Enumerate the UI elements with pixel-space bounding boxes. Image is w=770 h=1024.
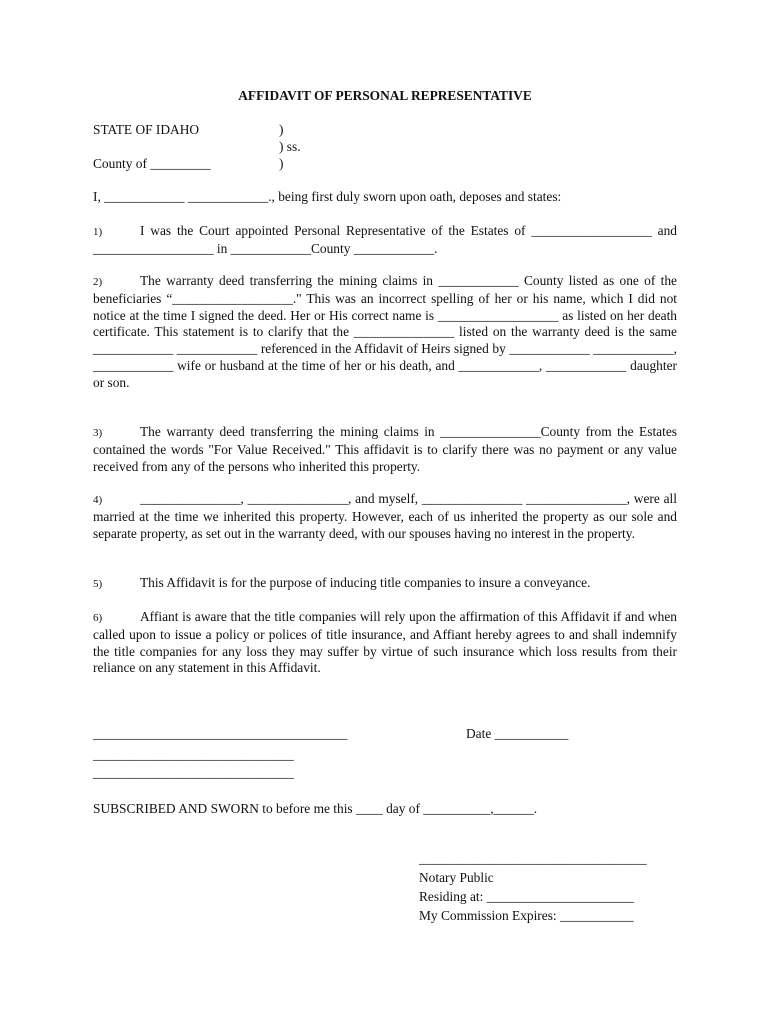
paragraph-number: 1) (93, 226, 103, 238)
notary-signature-line: __________________________________ (419, 851, 647, 866)
venue-paren-3: ) (279, 156, 284, 171)
paragraph-5 (93, 575, 677, 593)
signature-line-2: ______________________________ (93, 747, 294, 762)
paragraph-text: I was the Court appointed Personal Representative of the Estates of __________________ and __________________ in ____________County ____________. (93, 223, 677, 256)
paragraph-2 (93, 273, 677, 392)
paragraph-text: This Affidavit is for the purpose of inducing title companies to insure a conveyance. (140, 575, 591, 590)
paragraph-text: _______________, _______________, and myself, _______________ _______________, were all married at the time we inherited this property. However, each of us inherited the property as our sole and separate property, as set out in the warranty deed, with our spouses having no interest in the property. (93, 491, 677, 541)
state-line: STATE OF IDAHO (93, 122, 200, 137)
affiant-signature-line: ______________________________________ (93, 726, 348, 741)
notary-residing: Residing at: ______________________ (419, 889, 634, 904)
paragraph-4 (93, 491, 677, 542)
paragraph-number: 3) (93, 427, 103, 439)
paragraph-6 (93, 609, 677, 677)
county-line: County of _________ (93, 156, 211, 171)
signature-line-3: ______________________________ (93, 765, 294, 780)
paragraph-text: Affiant is aware that the title companies will rely upon the affirmation of this Affidavit if and when called upon to issue a policy or polices of title insurance, and Affiant hereby agrees to and shall indemnify the title companies for any loss they may suffer by virtue of such insurance which loss results from their reliance on any statement in this Affidavit. (93, 609, 677, 676)
paragraph-number: 5) (93, 578, 103, 590)
paragraph-3 (93, 424, 677, 475)
venue-ss: ) ss. (279, 139, 301, 154)
notary-title: Notary Public (419, 870, 494, 885)
paragraph-number: 2) (93, 276, 103, 288)
document-title: AFFIDAVIT OF PERSONAL REPRESENTATIVE (238, 88, 532, 103)
venue-paren-1: ) (279, 122, 284, 137)
paragraph-1 (93, 223, 677, 258)
paragraph-text: The warranty deed transferring the mining claims in _______________County from the Estates contained the words "For Value Received." This affidavit is to clarify there was no payment or any value received from any of the persons who inherited this property. (93, 424, 677, 474)
paragraph-text: The warranty deed transferring the mining claims in ____________ County listed as one of the beneficiaries “__________________." This was an incorrect spelling of her or his name, which I did not notice at the time I signed the deed. Her or His correct name is __________________ as listed on her death certificate. This statement is to clarify that the _______________ listed on the warranty deed is the same ____________ ____________ referenced in the Affidavit of Heirs signed by ____________ ____________, ____________ wife or husband at the time of her or his death, and ____________, ____________ daughter or son. (93, 273, 677, 390)
signature-date: Date ___________ (466, 726, 569, 741)
notary-commission: My Commission Expires: ___________ (419, 908, 634, 923)
paragraph-number: 6) (93, 612, 103, 624)
subscribed-sworn: SUBSCRIBED AND SWORN to before me this ____ day of __________,______. (93, 801, 538, 816)
intro-statement: I, ____________ ____________., being first duly sworn upon oath, deposes and states: (93, 189, 562, 204)
paragraph-number: 4) (93, 494, 103, 506)
